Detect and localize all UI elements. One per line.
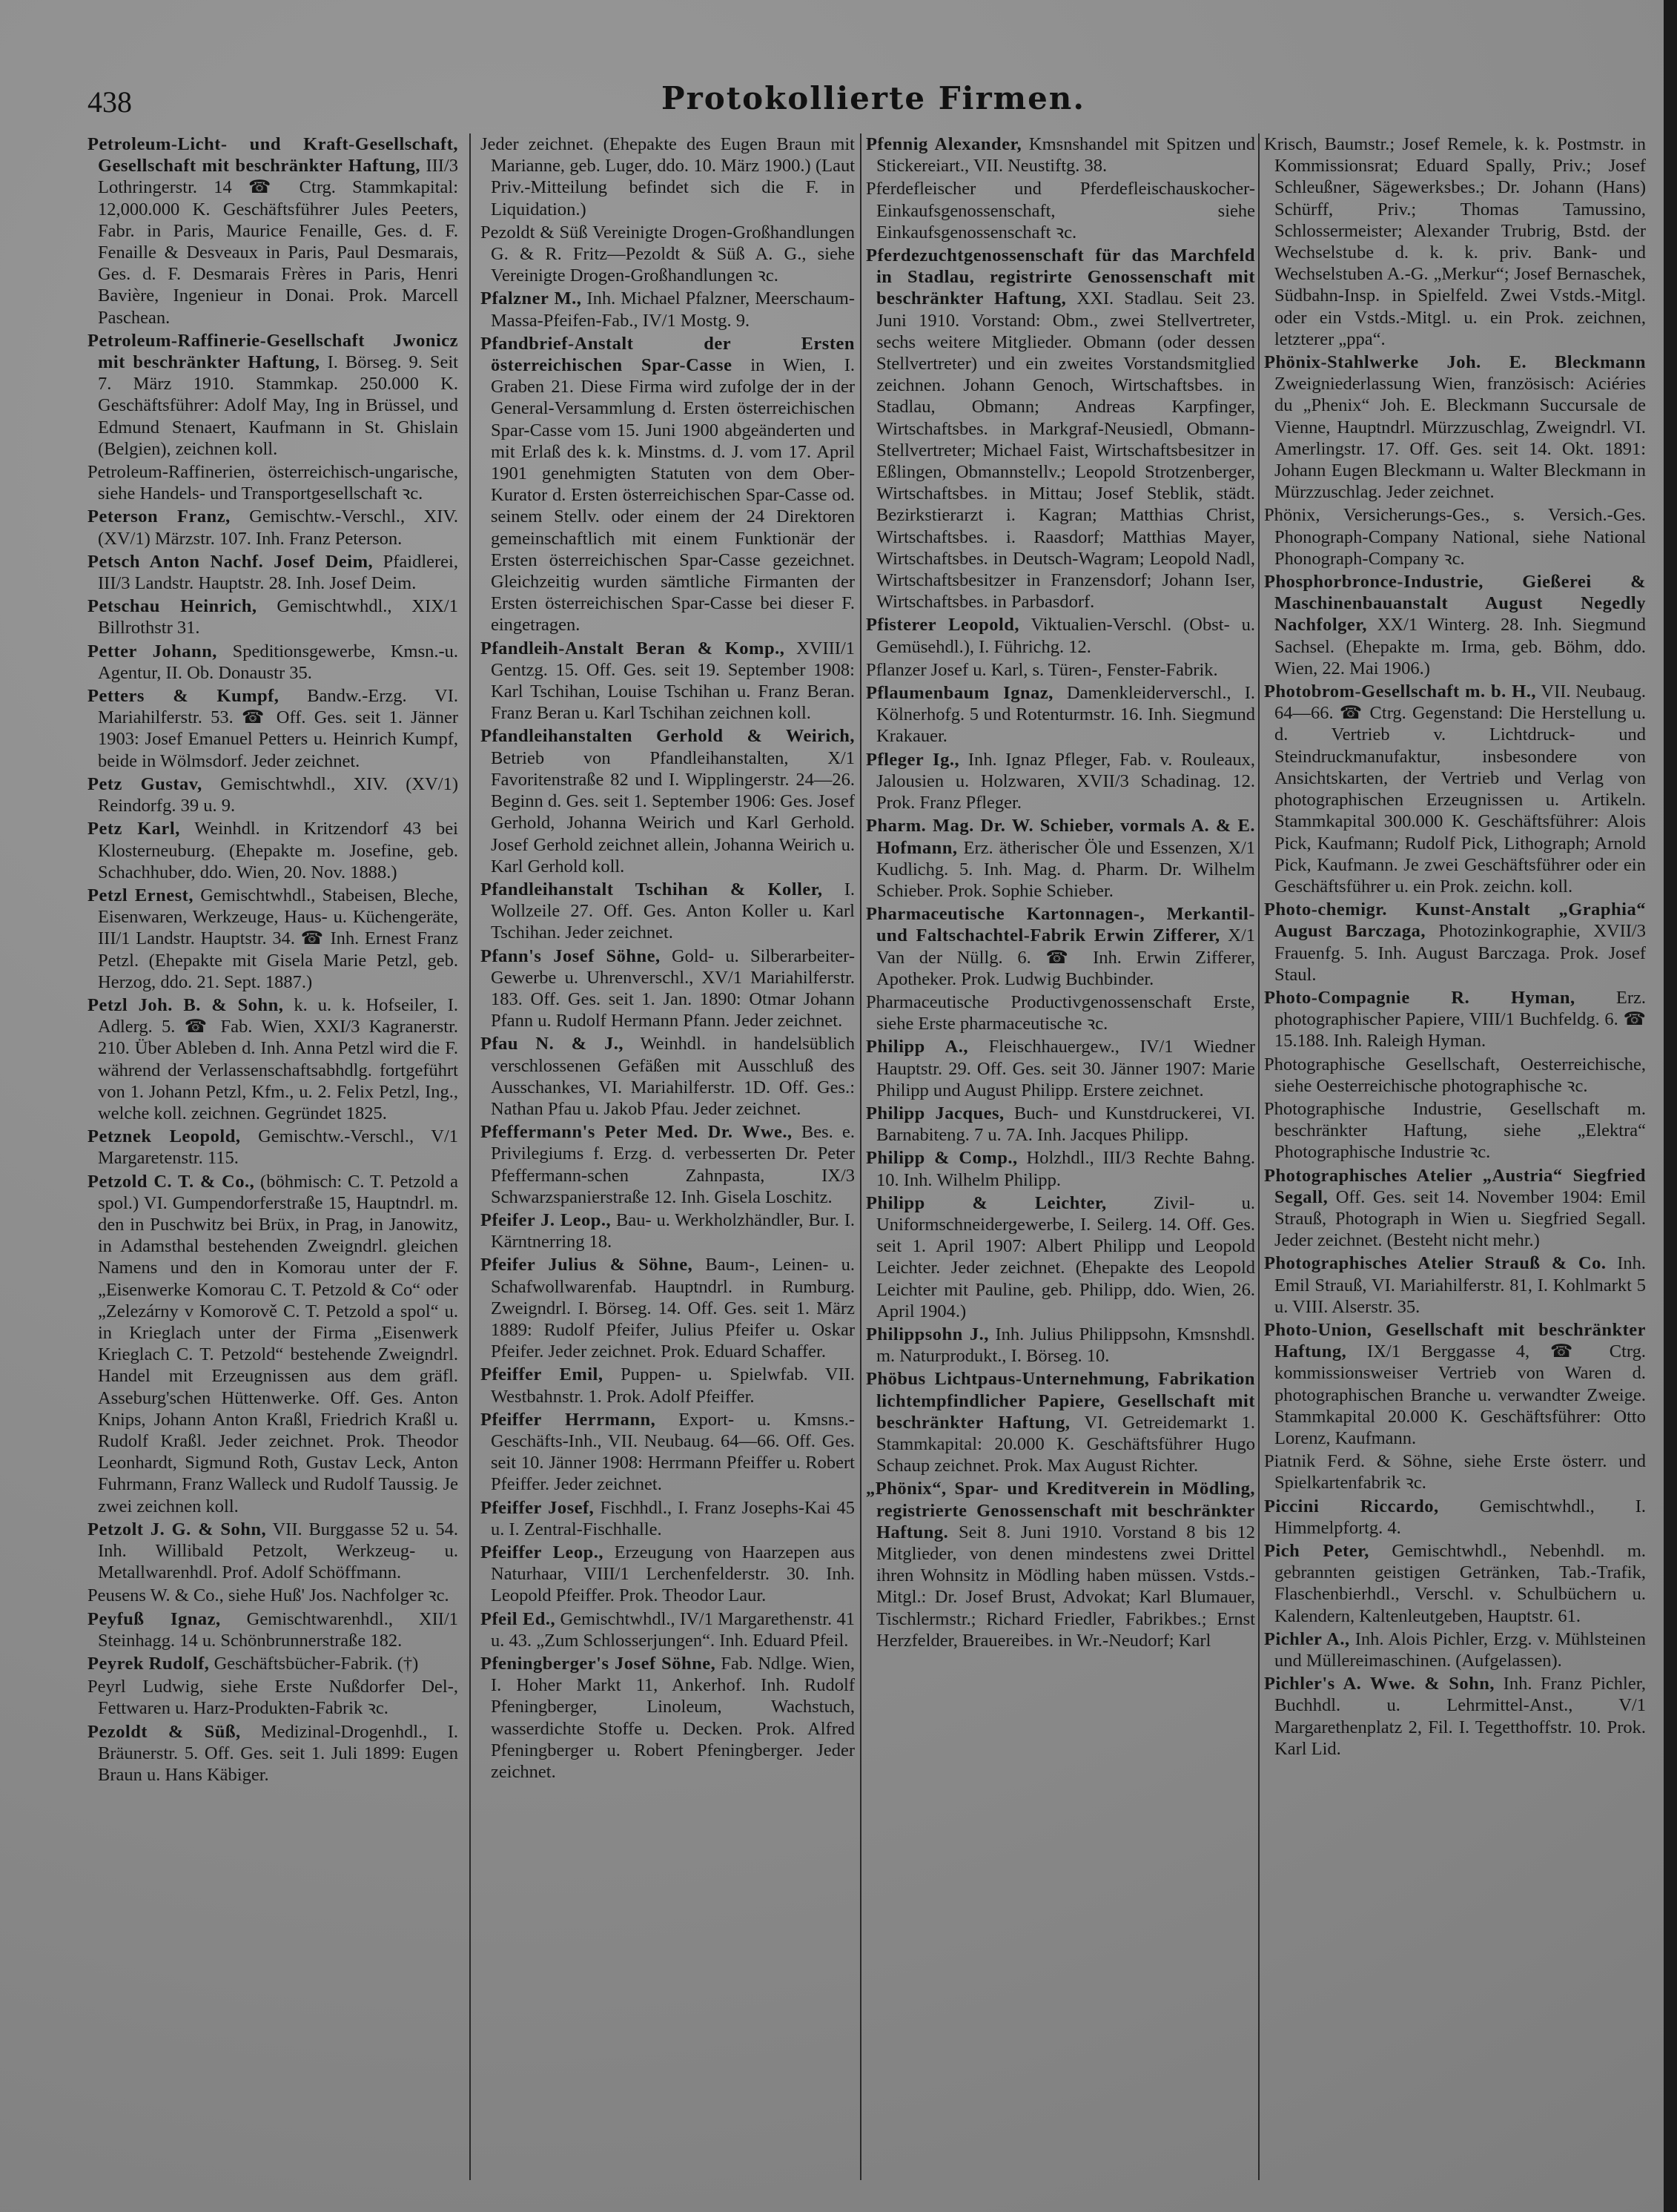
directory-entry	[866, 903, 1255, 990]
entry-details: Bes. e. Privilegiums f. Erzg. d. verbesserten Dr. Peter Pfeffermann-schen Zahnpasta, IX/3 Schwarzspanierstraße 12. Inh. Gisela Loschitz.	[491, 1122, 855, 1207]
entry-firm-name: Pfeiffer Leop.,	[480, 1542, 603, 1562]
entry-firm-name: Pichler's A. Wwe. & Sohn,	[1264, 1674, 1495, 1694]
column-divider	[469, 133, 471, 2180]
entry-details: Export- u. Kmsns.-Geschäfts-Inh., VII. Neubaug. 64—66. Off. Ges. seit 10. Jänner 1908: Herrmann Pfeiffer u. Robert Pfeiffer. Jeder zeichnet.	[491, 1409, 855, 1495]
directory-entry	[1264, 1098, 1646, 1163]
directory-entry	[1264, 987, 1646, 1052]
entry-details: Gemischtwhdl., XIV. (XV/1) Reindorfg. 39 u. 9.	[98, 773, 458, 816]
directory-entry	[1264, 133, 1646, 350]
entry-firm-name: Pfeifer Julius & Söhne,	[480, 1255, 693, 1275]
entry-details: Gemischtw.-Verschl., XIV. (XV/1) Märzstr. 107. Inh. Franz Peterson.	[98, 506, 458, 549]
entry-details: Fischhdl., I. Franz Josephs-Kai 45 u. I. Zentral-Fischhalle.	[491, 1497, 855, 1539]
entry-firm-name: Pfeffermann's Peter Med. Dr. Wwe.,	[480, 1122, 793, 1143]
entry-firm-name: Pflaumenbaum Ignaz,	[866, 683, 1054, 704]
directory-entry	[866, 1103, 1255, 1146]
entry-firm-name: Phöbus Lichtpaus-Unternehmung, Fabrikation lichtempfindlicher Papiere, Gesellschaft mit beschränkter Haftung,	[866, 1369, 1255, 1433]
entry-details: Seit 8. Juni 1910. Vorstand 8 bis 12 Mitglieder, von denen mindestens zwei Drittel ihren Wohnsitz in Mödling haben müssen. Vstds.-Mitgl.: Dr. Josef Brust, Advokat; Karl Blumauer, Tischlermstr.; Richard Friedler, Fabrikbes.; Ernst Herzfelder, Brauereibes. in Wr.-Neudorf; Karl	[876, 1522, 1255, 1651]
entry-details: Erz. photographischer Papiere, VIII/1 Buchfeldg. 6. ☎ 15.188. Inh. Raleigh Hyman.	[1274, 987, 1646, 1051]
entry-details: X/1 Van der Nüllg. 6. ☎ Inh. Erwin Zifferer, Apotheker. Prok. Ludwig Buchbinder.	[876, 925, 1255, 989]
entry-firm-name: Photo-chemigr. Kunst-Anstalt „Graphia“ August Barczaga,	[1264, 899, 1646, 942]
text-column-2	[480, 133, 855, 2188]
entry-firm-name: Philipp & Comp.,	[866, 1148, 1018, 1169]
entry-details: Baum-, Leinen- u. Schafwollwarenfab. Hauptndrl. in Rumburg. Zweigndrl. I. Börseg. 14. Off. Ges. seit 1. März 1889: Rudolf Pfeifer, Julius Pfeifer u. Oskar Pfeifer. Jeder zeichnet. Prok. Eduard Schaffer.	[491, 1255, 855, 1362]
entry-details: Inh. Ignaz Pfleger, Fab. v. Rouleaux, Jalousien u. Holzwaren, XVII/3 Schadinag. 12. Prok. Franz Pfleger.	[876, 749, 1255, 813]
directory-entry	[866, 178, 1255, 243]
entry-firm-name: Philipp A.,	[866, 1037, 969, 1057]
entry-firm-name: Peterson Franz,	[87, 506, 231, 527]
entry-firm-name: Pfandleihanstalten Gerhold & Weirich,	[480, 726, 855, 747]
entry-firm-name: Petzl Joh. B. & Sohn,	[87, 994, 284, 1015]
entry-details: Jeder zeichnet. (Ehepakte des Eugen Braun mit Marianne, geb. Luger, ddo. 10. März 1900.) (Laut Priv.-Mitteilung befindet sich die F. in Liquidation.)	[480, 134, 855, 219]
text-column-4	[1264, 133, 1646, 2188]
entry-firm-name: Pfau N. & J.,	[480, 1034, 624, 1054]
entry-details: Inh. Michael Pfalzner, Meerschaum-Massa-Pfeifen-Fab., IV/1 Mostg. 9.	[491, 288, 855, 331]
directory-entry	[480, 288, 855, 331]
entry-firm-name: Pharm. Mag. Dr. W. Schieber, vormals A. & E. Hofmann,	[866, 816, 1255, 858]
entry-firm-name: Photobrom-Gesellschaft m. b. H.,	[1264, 681, 1536, 702]
directory-entry	[87, 551, 458, 594]
entry-details: I. Wollzeile 27. Off. Ges. Anton Koller u. Karl Tschihan. Jeder zeichnet.	[491, 879, 855, 943]
entry-details: III/3 Lothringerstr. 14 ☎ Ctrg. Stammkapital: 12,000.000 K. Geschäftsführer Jules Peeters, Fabr. in Paris, Maurice Fenaille, Ges. d. F. Fenaille & Desveaux in Paris, Paul Desmarais, Ges. d. F. Desmarais Frères in Paris, Henri Bavière, Ingenieur in Donai. Prok. Marcell Paschean.	[98, 156, 458, 328]
directory-entry	[87, 773, 458, 816]
entry-firm-name: Pfeifer J. Leop.,	[480, 1209, 612, 1230]
entry-details: Pflanzer Josef u. Karl, s. Türen-, Fenster-Fabrik.	[866, 659, 1218, 680]
directory-entry	[87, 1676, 458, 1719]
directory-entry	[866, 1192, 1255, 1322]
entry-firm-name: Pfisterer Leopold,	[866, 615, 1020, 635]
entry-details: Pfaidlerei, III/3 Landstr. Hauptstr. 28. Inh. Josef Deim.	[98, 551, 458, 594]
directory-entry	[866, 815, 1255, 902]
entry-details: Gemischtwhdl., IV/1 Margarethenstr. 41 u. 43. „Zum Schlosserjungen“. Inh. Eduard Pfeil.	[491, 1608, 855, 1651]
entry-details: Piatnik Ferd. & Söhne, siehe Erste österr. und Spielkartenfabrik ꝛc.	[1264, 1451, 1646, 1493]
directory-entry	[866, 659, 1255, 681]
entry-firm-name: Petz Gustav,	[87, 773, 202, 794]
directory-entry	[1264, 571, 1646, 679]
entry-details: Photographische Gesellschaft, Oesterreichische, siehe Oesterreichische photographische ꝛc.	[1264, 1054, 1646, 1096]
directory-entry	[480, 1209, 855, 1252]
directory-entry	[866, 1036, 1255, 1101]
entry-firm-name: Petroleum-Licht- und Kraft-Gesellschaft, Gesellschaft mit beschränkter Haftung,	[87, 134, 458, 176]
directory-entry	[1264, 1628, 1646, 1671]
entry-firm-name: Pfann's Josef Söhne,	[480, 945, 661, 966]
entry-details: Buch- und Kunstdruckerei, VI. Barnabiteng. 7 u. 7A. Inh. Jacques Philipp.	[876, 1103, 1255, 1146]
page-title: Protokollierte Firmen.	[661, 80, 1085, 116]
directory-entry	[1264, 504, 1646, 569]
directory-entry	[1264, 1054, 1646, 1097]
entry-details: Fleischhauergew., IV/1 Wiedner Hauptstr. 29. Off. Ges. seit 30. Jänner 1907: Marie Philipp und August Philipp. Erstere zeichnet.	[876, 1037, 1255, 1100]
entry-details: Gemischtwhdl., XIX/1 Billrothstr 31.	[98, 596, 458, 638]
entry-details: Inh. Franz Pichler, Buchhdl. u. Lehrmittel-Anst., V/1 Margarethenplatz 2, Fil. I. Tegetthoffstr. 10. Prok. Karl Lid.	[1274, 1674, 1646, 1759]
directory-entry	[87, 885, 458, 993]
entry-details: Speditionsgewerbe, Kmsn.-u. Agentur, II. Ob. Donaustr 35.	[98, 641, 458, 683]
directory-entry	[1264, 1673, 1646, 1760]
entry-details: I. Börseg. 9. Seit 7. März 1910. Stammkap. 250.000 K. Geschäftsführer: Adolf May, Ing in Brüssel, und Edmund Stenaert, Kaufmann in St. Ghislain (Belgien), zeichnen koll.	[98, 352, 458, 459]
directory-entry	[480, 1608, 855, 1651]
text-column-1	[87, 133, 458, 2188]
entry-details: Gemischtwhdl., Stabeisen, Bleche, Eisenwaren, Werkzeuge, Haus- u. Küchengeräte, III/1 Landstr. Hauptstr. 34. ☎ Inh. Ernest Franz Petzl. (Ehepakte mit Gisela Marie Petzl, geb. Herzog, ddo. 21. Sept. 1887.)	[98, 885, 458, 992]
entry-firm-name: Pfeningberger's Josef Söhne,	[480, 1654, 716, 1674]
entry-details: (böhmisch: C. T. Petzold a spol.) VI. Gumpendorferstraße 15, Hauptndrl. m. den in Puschwitz bei Brüx, in Prag, in Janowitz, in Adamsthal bestehenden Zweigndrl. gleichen Namens und den in Komorau unter der F. „Eisenwerke Komorau C. T. Petzold & Co“ oder „Zelezárny v Komorově C. T. Petzold a spol“ u. in Krieglach unter der Firma „Eisenwerk Krieglach C. T. Petzold“ bestehende Zweigndrl. Handel mit Erzeugnissen aus dem gräfl. Asseburg'schen Hüttenwerke. Off. Ges. Anton Knips, Johann Anton Kraßl, Friedrich Kraßl u. Rudolf Kraßl. Jeder zeichnet. Prok. Theodor Leonhardt, Sigmund Roth, Gustav Leck, Anton Fuhrmann, Franz Walleck und Rudolf Taussig. Je zwei zeichnen koll.	[98, 1171, 458, 1516]
directory-entry	[480, 1033, 855, 1120]
directory-entry	[87, 1171, 458, 1517]
entry-details: Zweigniederlassung Wien, französisch: Aciéries du „Phenix“ Joh. E. Bleckmann Succursale de Vienne, Hauptndrl. Mürzzuschlag, Zweigndrl. VI. Amerlingstr. 17. Off. Ges. seit 14. Okt. 1891: Johann Eugen Bleckmann u. Walter Bleckmann in Mürzzuschlag. Jeder zeichnet.	[1274, 374, 1646, 503]
entry-firm-name: Piccini Riccardo,	[1264, 1496, 1439, 1516]
directory-entry	[1264, 351, 1646, 503]
entry-details: Viktualien-Verschl. (Obst- u. Gemüsehdl.), I. Führichg. 12.	[876, 615, 1255, 657]
entry-details: Peusens W. & Co., siehe Huß' Jos. Nachfolger ꝛc.	[87, 1585, 449, 1606]
entry-details: Kmsnshandel mit Spitzen und Stickereiart., VII. Neustiftg. 38.	[876, 134, 1255, 176]
page-header	[87, 80, 1659, 125]
directory-entry	[480, 1542, 855, 1607]
directory-entry	[866, 1147, 1255, 1190]
directory-entry	[866, 245, 1255, 613]
text-column-3	[866, 133, 1255, 2188]
directory-entry	[87, 595, 458, 638]
entry-details: Gemischtwarenhdl., XII/1 Steinhagg. 14 u. Schönbrunnerstraße 182.	[98, 1608, 458, 1651]
directory-entry	[1264, 899, 1646, 986]
entry-firm-name: Petter Johann,	[87, 641, 217, 661]
entry-details: Peyrl Ludwig, siehe Erste Nußdorfer Del-, Fettwaren u. Harz-Produkten-Fabrik ꝛc.	[87, 1677, 458, 1719]
directory-entry	[480, 725, 855, 876]
entry-details: Erz. ätherischer Öle und Essenzen, X/1 Kudlichg. 5. Inh. Mag. d. Pharm. Dr. Wilhelm Schieber. Prok. Sophie Schieber.	[876, 837, 1255, 901]
directory-entry	[1264, 1319, 1646, 1449]
directory-entry	[480, 333, 855, 636]
entry-firm-name: Phönix-Stahlwerke Joh. E. Bleckmann	[1264, 352, 1646, 373]
entry-details: Inh. Julius Philippsohn, Kmsnshdl. m. Naturprodukt., I. Börseg. 10.	[876, 1324, 1255, 1367]
directory-entry	[87, 1653, 458, 1674]
entry-details: XXI. Stadlau. Seit 23. Juni 1910. Vorstand: Obm., zwei Stellvertreter, sechs weitere Mitglieder. Obmann (oder dessen Stellvertreter) und ein zweites Vorstandsmitglied zeichnen. Johann Genoch, Wirtschaftsbes. in Stadlau, Obmann; Andreas Karpfinger, Wirtschaftsbes. in Markgraf-Neusiedl, Obmann-Stellvertreter; Michael Faist, Wirtschaftsbesitzer in Eßlingen, Obmannstellv.; Leopold Strotzenberger, Wirtschaftsbes. in Mittau; Josef Steblik, städt. Bezirkstierarzt i. Kagran; Matthias Christ, Wirtschaftsbes. i. Raasdorf; Matthias Mayer, Wirtschaftsbes. in Deutsch-Wagram; Leopold Nadl, Wirtschaftsbesitzer in Franzensdorf; Johann Iser, Wirtschaftsbes. in Parbasdorf.	[876, 288, 1255, 613]
entry-firm-name: Pferdezuchtgenossenschaft für das Marchfeld in Stadlau, registrirte Genossenschaft mit beschränkter Haftung,	[866, 245, 1255, 309]
directory-entry	[87, 330, 458, 460]
directory-entry	[480, 222, 855, 287]
entry-firm-name: Photographisches Atelier Strauß & Co.	[1264, 1253, 1607, 1274]
entry-firm-name: Pfandbrief-Anstalt der Ersten österreichischen Spar-Casse	[480, 333, 855, 376]
entry-details: VII. Burggasse 52 u. 54. Inh. Willibald Petzolt, Werkzeug- u. Metallwarenhdl. Prof. Adolf Schöffmann.	[98, 1519, 458, 1583]
directory-entry	[480, 638, 855, 724]
directory-entry	[1264, 681, 1646, 897]
entry-details: k. u. k. Hofseiler, I. Adlerg. 5. ☎ Fab. Wien, XXI/3 Kagranerstr. 210. Über Ableben d. Inh. Anna Petzl wird die F. während der Verlassenschaftsabhdlg. fortgeführt von 1. Johann Petzl, Kfm., u. 2. Felix Petzl, Ing., welche koll. zeichnen. Gegründet 1825.	[98, 994, 458, 1123]
entry-details: Petroleum-Raffinerien, österreichisch-ungarische, siehe Handels- und Transportgesellschaft ꝛc.	[87, 462, 458, 504]
entry-details: Inh. Alois Pichler, Erzg. v. Mühlsteinen und Müllereimaschinen. (Aufgelassen).	[1274, 1628, 1646, 1671]
directory-entry	[1264, 1450, 1646, 1493]
directory-entry	[1264, 1165, 1646, 1252]
directory-entry	[480, 1497, 855, 1540]
entry-firm-name: Pfeiffer Herrmann,	[480, 1409, 656, 1430]
entry-details: Pferdefleischer und Pferdefleischauskocher-Einkaufsgenossenschaft, siehe Einkaufsgenossenschaft ꝛc.	[866, 179, 1255, 242]
entry-details: Off. Ges. seit 14. November 1904: Emil Strauß, Photograph in Wien u. Siegfried Segall. Jeder zeichnet. (Besteht nicht mehr.)	[1274, 1186, 1646, 1251]
directory-entry	[480, 945, 855, 1032]
entry-firm-name: Pfeil Ed.,	[480, 1608, 556, 1629]
directory-entry	[87, 461, 458, 504]
directory-entry	[87, 685, 458, 772]
entry-details: Holzhdl., III/3 Rechte Bahng. 10. Inh. Wilhelm Philipp.	[876, 1148, 1255, 1190]
entry-firm-name: Petzold C. T. & Co.,	[87, 1171, 255, 1192]
entry-firm-name: Petsch Anton Nachf. Josef Deim,	[87, 551, 374, 572]
entry-details: Photographische Industrie, Gesellschaft m. beschränkter Haftung, siehe „Elektra“ Photographische Industrie ꝛc.	[1264, 1098, 1646, 1163]
entry-details: XX/1 Winterg. 28. Inh. Siegmund Sachsel. (Ehepakte m. Irma, geb. Böhm, ddo. Wien, 22. Mai 1906.)	[1274, 615, 1646, 679]
entry-firm-name: Pfeiffer Emil,	[480, 1364, 603, 1385]
page-edge-shadow	[1664, 0, 1677, 2212]
entry-details: Phönix, Versicherungs-Ges., s. Versich.-Ges. Phonograph-Company National, siehe National Phonograph-Company ꝛc.	[1264, 505, 1646, 569]
directory-entry	[480, 1254, 855, 1362]
entry-firm-name: Photo-Compagnie R. Hyman,	[1264, 987, 1575, 1008]
entry-firm-name: Pezoldt & Süß,	[87, 1721, 241, 1742]
entry-details: Inh. Emil Strauß, VI. Mariahilferstr. 81, I. Kohlmarkt 5 u. VIII. Alserstr. 35.	[1274, 1253, 1646, 1317]
directory-entry	[480, 1121, 855, 1208]
entry-details: Gemischtwhdl., Nebenhdl. m. gebrannten geistigen Getränken, Tab.-Trafik, Flaschenbierhdl., Verschl. v. Schulbüchern u. Kalendern, Kaltenleutgeben, Hauptstr. 61.	[1274, 1541, 1646, 1626]
directory-entry	[87, 1721, 458, 1786]
directory-entry	[1264, 1252, 1646, 1318]
column-divider	[1258, 133, 1260, 2180]
directory-entry	[480, 879, 855, 944]
directory-entry	[1264, 1540, 1646, 1627]
entry-firm-name: Philipp Jacques,	[866, 1103, 1005, 1123]
directory-entry	[866, 1478, 1255, 1651]
directory-entry	[87, 994, 458, 1124]
directory-entry	[866, 1368, 1255, 1476]
entry-firm-name: Philippsohn J.,	[866, 1324, 989, 1344]
entry-details: Gemischtw.-Verschl., V/1 Margaretenstr. 115.	[98, 1126, 458, 1169]
directory-entry	[480, 1409, 855, 1496]
directory-entry	[87, 1608, 458, 1651]
directory-entry	[87, 133, 458, 329]
entry-firm-name: Petznek Leopold,	[87, 1126, 241, 1147]
column-divider	[860, 133, 861, 2180]
entry-details: Bau- u. Werkholzhändler, Bur. I. Kärntnerring 18.	[491, 1209, 855, 1252]
entry-firm-name: Pfleger Ig.,	[866, 749, 960, 770]
directory-entry	[480, 1653, 855, 1783]
entry-details: Pezoldt & Süß Vereinigte Drogen-Großhandlungen G. & R. Fritz—Pezoldt & Süß A. G., siehe Vereinigte Drogen-Großhandlungen ꝛc.	[480, 222, 855, 286]
entry-details: IX/1 Berggasse 4, ☎ Ctrg. kommissionsweiser Vertrieb von Waren d. photographischen Branche u. verwandter Zweige. Stammkapital 20.000 K. Geschäftsführer: Otto Lorenz, Kaufmann.	[1274, 1341, 1646, 1448]
entry-firm-name: Pharmaceutische Kartonnagen-, Merkantil- und Faltschachtel-Fabrik Erwin Zifferer,	[866, 904, 1255, 946]
entry-firm-name: Peyfuß Ignaz,	[87, 1608, 221, 1629]
entry-details: Weinhdl. in handelsüblich verschlossenen Gefäßen mit Ausschluß des Ausschankes, VI. Mariahilferstr. 1D. Off. Ges.: Nathan Pfau u. Jakob Pfau. Jeder zeichnet.	[491, 1034, 855, 1119]
entry-firm-name: Peyrek Rudolf,	[87, 1654, 210, 1674]
directory-entry	[87, 506, 458, 549]
entry-firm-name: Pfandleih-Anstalt Beran & Komp.,	[480, 638, 785, 658]
directory-entry	[480, 1364, 855, 1407]
directory-entry	[87, 1126, 458, 1169]
entry-details: VI. Getreidemarkt 1. Stammkapital: 20.000 K. Geschäftsführer Hugo Schaup zeichnet. Prok. Max August Richter.	[876, 1412, 1255, 1476]
directory-entry	[866, 614, 1255, 657]
directory-entry	[866, 749, 1255, 814]
entry-details: Erzeugung von Haarzepen aus Naturhaar, VIII/1 Lerchenfelderstr. 30. Inh. Leopold Pfeiffer. Prok. Theodor Laur.	[491, 1542, 855, 1606]
entry-details: Bandw.-Erzg. VI. Mariahilferstr. 53. ☎ Off. Ges. seit 1. Jänner 1903: Josef Emanuel Petters u. Heinrich Kumpf, beide in Wölmsdorf. Jeder zeichnet.	[98, 686, 458, 771]
entry-details: Gemischtwhdl., I. Himmelpfortg. 4.	[1274, 1496, 1646, 1538]
entry-details: Fab. Ndlge. Wien, I. Hoher Markt 11, Ankerhof. Inh. Rudolf Pfeningberger, Linoleum, Wachstuch, wasserdichte Stoffe u. Decken. Prok. Alfred Pfeningberger u. Robert Pfeningberger. Jeder zeichnet.	[491, 1654, 855, 1783]
entry-firm-name: Petroleum-Raffinerie-Gesellschaft Jwonicz mit beschränkter Haftung,	[87, 330, 458, 373]
entry-details: Zivil- u. Uniformschneidergewerbe, I. Seilerg. 14. Off. Ges. seit 1. April 1907: Albert Philipp und Leopold Leichter. Jeder zeichnet. (Ehepakte des Leopold Leichter mit Pauline, geb. Philipp, ddo. Wien, 26. April 1904.)	[876, 1192, 1255, 1321]
entry-firm-name: Pfeiffer Josef,	[480, 1497, 595, 1518]
page-number: 438	[87, 85, 132, 119]
entry-details: VII. Neubaug. 64—66. ☎ Ctrg. Gegenstand: Die Herstellung u. d. Vertrieb v. Lichtdruck- und Steindruckmanufaktur, insbesondere von Ansichtskarten, der Vertrieb und Verlag von photographischen Erzeugnissen u. Artikeln. Stammkapital 300.000 K. Geschäftsführer: Alois Pick, Kaufmann; Rudolf Pick, Lithograph; Arnold Pick, Kaufmann. Je zwei Geschäftsführer oder ein Geschäftsführer u. ein Prok. zeichn. koll.	[1274, 681, 1646, 897]
entry-firm-name: Phosphorbronce-Industrie, Gießerei & Maschinenbauanstalt August Negedly Nachfolger,	[1264, 572, 1646, 635]
directory-entry	[87, 1585, 458, 1606]
directory-entry	[866, 133, 1255, 176]
entry-firm-name: Pichler A.,	[1264, 1628, 1350, 1649]
entry-details: Weinhdl. in Kritzendorf 43 bei Klosterneuburg. (Ehepakte m. Josefine, geb. Schachhuber, ddo. Wien, 20. Nov. 1888.)	[98, 819, 458, 882]
directory-entry	[1264, 1496, 1646, 1539]
entry-details: Geschäftsbücher-Fabrik. (†)	[214, 1654, 419, 1674]
entry-firm-name: „Phönix“, Spar- und Kreditverein in Mödling, registrierte Genossenschaft mit beschränkter Haftung.	[866, 1479, 1255, 1542]
entry-details: Puppen- u. Spielwfab. VII. Westbahnstr. 1. Prok. Adolf Pfeiffer.	[491, 1364, 855, 1407]
directory-entry	[866, 1324, 1255, 1367]
directory-entry	[480, 133, 855, 220]
entry-firm-name: Photographisches Atelier „Austria“ Siegfried Segall,	[1264, 1165, 1646, 1207]
entry-firm-name: Petzl Ernest,	[87, 885, 194, 905]
entry-details: XVIII/1 Gentzg. 15. Off. Ges. seit 19. September 1908: Karl Tschihan, Louise Tschihan u. Franz Beran. Franz Beran u. Karl Tschihan zeichnen koll.	[491, 638, 855, 724]
entry-firm-name: Pfalzner M.,	[480, 288, 582, 309]
entry-details: Medizinal-Drogenhdl., I. Bräunerstr. 5. Off. Ges. seit 1. Juli 1899: Eugen Braun u. Hans Käbiger.	[98, 1721, 458, 1786]
entry-firm-name: Pfandleihanstalt Tschihan & Koller,	[480, 879, 823, 899]
entry-firm-name: Petschau Heinrich,	[87, 596, 257, 617]
entry-firm-name: Photo-Union, Gesellschaft mit beschränkter Haftung,	[1264, 1319, 1646, 1362]
directory-entry	[87, 818, 458, 883]
directory-entry	[87, 641, 458, 684]
directory-entry	[87, 1519, 458, 1584]
entry-firm-name: Philipp & Leichter,	[866, 1192, 1107, 1213]
entry-firm-name: Petz Karl,	[87, 819, 180, 839]
entry-details: in Wien, I. Graben 21. Diese Firma wird zufolge der in der General-Versammlung d. Ersten österreichischen Spar-Casse vom 15. Juni 1900 abgeänderten und mit Erlaß des k. k. Minstms. d. J. vom 17. April 1901 genehmigten Statuten von dem Ober-Kurator d. Ersten österreichischen Spar-Casse od. seinem Stellv. oder einem der 24 Direktoren gemeinschaftlich mit einem Funktionär der Ersten österreichischen Spar-Casse gezeichnet. Gleichzeitig wurden sämtliche Firmanten der Ersten österreichischen Spar-Casse bei dieser F. eingetragen.	[491, 355, 855, 635]
directory-entry	[866, 991, 1255, 1034]
entry-firm-name: Pfennig Alexander,	[866, 134, 1022, 154]
entry-details: Betrieb von Pfandleihanstalten, X/1 Favoritenstraße 82 und I. Wipplingerstr. 24—26. Beginn d. Ges. seit 1. September 1906: Ges. Josef Gerhold, Johanna Weirich und Karl Gerhold. Josef Gerhold zeichnet allein, Johanna Weirich u. Karl Gerhold koll.	[491, 747, 855, 876]
entry-firm-name: Petters & Kumpf,	[87, 686, 280, 707]
entry-details: Krisch, Baumstr.; Josef Remele, k. k. Postmstr. in Kommissionsrat; Eduard Spally, Priv.; Josef Schleußner, Sägewerksbes.; Dr. Johann (Hans) Schürff, Priv.; Thomas Tamussino, Schlossermeister; Alexander Trubrig, Bstd. der Wechselstube d. k. k. priv. Bank- und Wechselstuben A.-G. „Merkur“; Josef Bernaschek, Südbahn-Insp. in Spielfeld. Zwei Vstds.-Mitgl. oder ein Vstds.-Mitgl. u. ein Prok. zeichnen, letzterer „ppa“.	[1264, 134, 1646, 349]
entry-details: Damenkleiderverschl., I. Kölnerhofg. 5 und Rotenturmstr. 16. Inh. Siegmund Krakauer.	[876, 683, 1255, 747]
entry-details: Gold- u. Silberarbeiter-Gewerbe u. Uhrenverschl., XV/1 Mariahilferstr. 183. Off. Ges. seit 1. Jan. 1890: Otmar Johann Pfann u. Rudolf Hermann Pfann. Jeder zeichnet.	[491, 945, 855, 1031]
entry-firm-name: Pich Peter,	[1264, 1541, 1369, 1561]
entry-details: Photozinkographie, XVII/3 Frauenfg. 5. Inh. August Barczaga. Prok. Josef Staul.	[1274, 921, 1646, 985]
directory-entry	[866, 682, 1255, 747]
entry-firm-name: Petzolt J. G. & Sohn,	[87, 1519, 267, 1539]
entry-details: Pharmaceutische Productivgenossenschaft Erste, siehe Erste pharmaceutische ꝛc.	[866, 991, 1255, 1034]
